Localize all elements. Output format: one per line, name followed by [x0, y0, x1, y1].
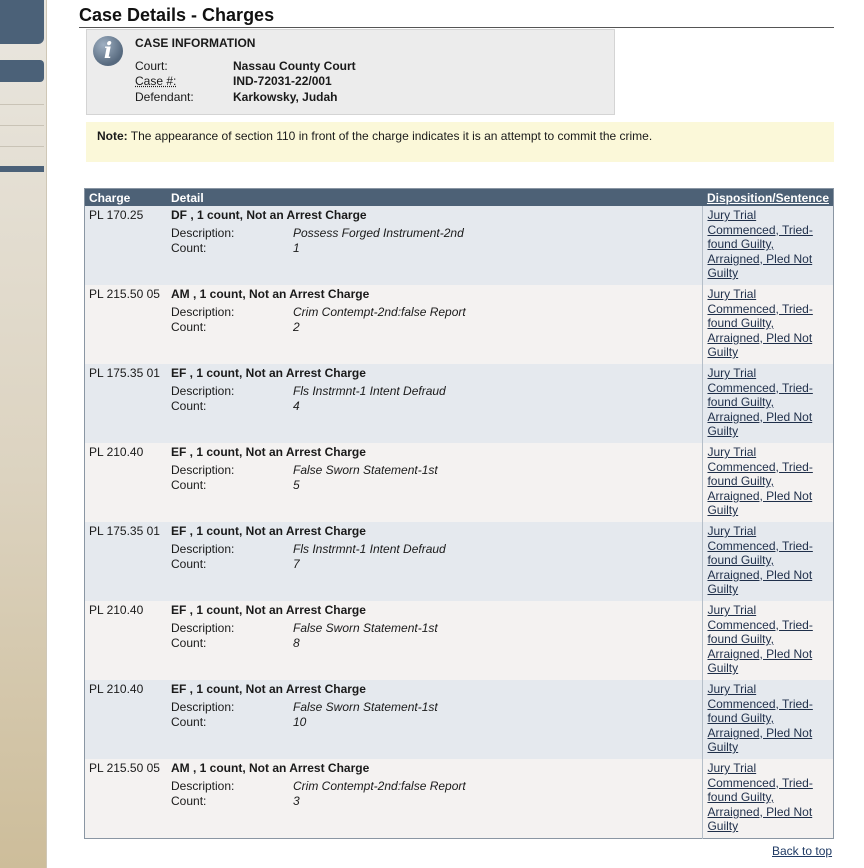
description-value: Possess Forged Instrument-2nd: [293, 226, 464, 240]
charge-code: PL 210.40: [85, 601, 168, 680]
table-row: [85, 759, 834, 838]
description-label: Description:: [171, 700, 235, 714]
count-value: 10: [293, 715, 307, 729]
charge-detail-fields: [171, 621, 698, 650]
charge-detail-heading: DF , 1 count, Not an Arrest Charge: [171, 208, 367, 222]
charge-detail-heading: EF , 1 count, Not an Arrest Charge: [171, 524, 366, 538]
description-value: Crim Contempt-2nd:false Report: [293, 305, 466, 319]
back-to-top-link[interactable]: Back to top: [772, 844, 833, 858]
charge-detail-fields: [171, 463, 698, 492]
page-title: Case Details - Charges: [79, 0, 834, 28]
charge-detail: [167, 206, 703, 285]
count-label: Count:: [171, 399, 207, 413]
disposition-link[interactable]: Jury Trial Commenced, Tried-found Guilty, Arraigned, Pled Not Guilty: [707, 287, 813, 359]
charge-detail-fields: [171, 384, 698, 413]
divider: [0, 125, 44, 126]
description-label: Description:: [171, 779, 235, 793]
charge-code: PL 175.35 01: [85, 364, 168, 443]
note-label: Note:: [97, 129, 128, 143]
detail-column-header: Detail: [167, 189, 703, 207]
charges-table: [84, 188, 834, 839]
description-value: Fls Instrmnt-1 Intent Defraud: [293, 384, 446, 398]
description-value: False Sworn Statement-1st: [293, 463, 438, 477]
charge-detail-heading: EF , 1 count, Not an Arrest Charge: [171, 445, 366, 459]
count-value: 4: [293, 399, 300, 413]
description-label: Description:: [171, 305, 235, 319]
count-value: 2: [293, 320, 300, 334]
nav-tab-block[interactable]: [0, 166, 44, 172]
charge-code: PL 170.25: [85, 206, 168, 285]
description-value: Crim Contempt-2nd:false Report: [293, 779, 466, 793]
nav-tab-block[interactable]: [0, 0, 44, 44]
description-label: Description:: [171, 621, 235, 635]
count-label: Count:: [171, 241, 207, 255]
table-row: [85, 443, 834, 522]
defendant-value: Karkowsky, Judah: [233, 90, 338, 104]
charge-code: PL 210.40: [85, 680, 168, 759]
charge-code: PL 215.50 05: [85, 285, 168, 364]
nav-tab-block[interactable]: [0, 60, 44, 82]
court-row: [135, 59, 356, 73]
description-value: False Sworn Statement-1st: [293, 621, 438, 635]
description-label: Description:: [171, 384, 235, 398]
disposition-link[interactable]: Jury Trial Commenced, Tried-found Guilty, Arraigned, Pled Not Guilty: [707, 524, 813, 596]
note-text: The appearance of section 110 in front of the charge indicates it is an attempt to commit the crime.: [130, 129, 653, 143]
count-label: Count:: [171, 478, 207, 492]
table-row: [85, 522, 834, 601]
charge-detail: [167, 680, 703, 759]
court-value: Nassau County Court: [233, 59, 356, 73]
charge-detail-fields: [171, 542, 698, 571]
table-row: [85, 680, 834, 759]
description-value: False Sworn Statement-1st: [293, 700, 438, 714]
defendant-row: [135, 90, 337, 104]
disposition-link[interactable]: Jury Trial Commenced, Tried-found Guilty, Arraigned, Pled Not Guilty: [707, 761, 813, 833]
charge-detail: [167, 601, 703, 680]
defendant-label: Defendant:: [135, 90, 194, 104]
charge-detail-fields: [171, 779, 698, 808]
count-label: Count:: [171, 320, 207, 334]
charge-column-header: Charge: [85, 189, 168, 207]
count-label: Count:: [171, 715, 207, 729]
count-value: 5: [293, 478, 300, 492]
disposition-link[interactable]: Jury Trial Commenced, Tried-found Guilty, Arraigned, Pled Not Guilty: [707, 603, 813, 675]
disposition-link[interactable]: Jury Trial Commenced, Tried-found Guilty, Arraigned, Pled Not Guilty: [707, 366, 813, 438]
charge-code: PL 215.50 05: [85, 759, 168, 838]
count-label: Count:: [171, 636, 207, 650]
case-number-value: IND-72031-22/001: [233, 74, 332, 88]
disposition-cell: [703, 443, 834, 522]
table-row: [85, 285, 834, 364]
case-information-panel: [86, 29, 615, 115]
left-navigation-rail: [0, 0, 47, 868]
charge-detail-fields: [171, 700, 698, 729]
case-number-label[interactable]: Case #:: [135, 74, 177, 88]
charge-detail-heading: AM , 1 count, Not an Arrest Charge: [171, 761, 370, 775]
charge-detail-heading: EF , 1 count, Not an Arrest Charge: [171, 682, 366, 696]
disposition-cell: [703, 206, 834, 285]
charge-detail: [167, 285, 703, 364]
attempt-note: [86, 122, 834, 162]
disposition-cell: [703, 759, 834, 838]
description-label: Description:: [171, 542, 235, 556]
charge-detail-heading: AM , 1 count, Not an Arrest Charge: [171, 287, 370, 301]
disposition-column-header[interactable]: Disposition/Sentence: [703, 189, 834, 207]
count-value: 1: [293, 241, 300, 255]
disposition-link[interactable]: Jury Trial Commenced, Tried-found Guilty, Arraigned, Pled Not Guilty: [707, 682, 813, 754]
court-label: Court:: [135, 59, 168, 73]
description-value: Fls Instrmnt-1 Intent Defraud: [293, 542, 446, 556]
charge-detail: [167, 522, 703, 601]
disposition-cell: [703, 285, 834, 364]
charge-detail-heading: EF , 1 count, Not an Arrest Charge: [171, 603, 366, 617]
main-content: [79, 0, 834, 858]
disposition-link[interactable]: Jury Trial Commenced, Tried-found Guilty, Arraigned, Pled Not Guilty: [707, 445, 813, 517]
charge-code: PL 175.35 01: [85, 522, 168, 601]
disposition-cell: [703, 680, 834, 759]
table-row: [85, 364, 834, 443]
description-label: Description:: [171, 226, 235, 240]
table-row: [85, 206, 834, 285]
table-row: [85, 601, 834, 680]
disposition-cell: [703, 601, 834, 680]
count-value: 3: [293, 794, 300, 808]
case-number-row: [135, 74, 332, 88]
charge-detail: [167, 759, 703, 838]
divider: [0, 146, 44, 147]
disposition-cell: [703, 522, 834, 601]
charge-detail: [167, 364, 703, 443]
count-value: 7: [293, 557, 300, 571]
case-information-heading: CASE INFORMATION: [135, 36, 256, 50]
count-label: Count:: [171, 557, 207, 571]
description-label: Description:: [171, 463, 235, 477]
disposition-link[interactable]: Jury Trial Commenced, Tried-found Guilty, Arraigned, Pled Not Guilty: [707, 208, 813, 280]
charge-detail-heading: EF , 1 count, Not an Arrest Charge: [171, 366, 366, 380]
count-value: 8: [293, 636, 300, 650]
charge-detail-fields: [171, 226, 698, 255]
table-header-row: [85, 189, 834, 207]
divider: [0, 104, 44, 105]
info-icon: i: [93, 36, 123, 66]
charge-code: PL 210.40: [85, 443, 168, 522]
charge-detail-fields: [171, 305, 698, 334]
disposition-cell: [703, 364, 834, 443]
charge-detail: [167, 443, 703, 522]
count-label: Count:: [171, 794, 207, 808]
